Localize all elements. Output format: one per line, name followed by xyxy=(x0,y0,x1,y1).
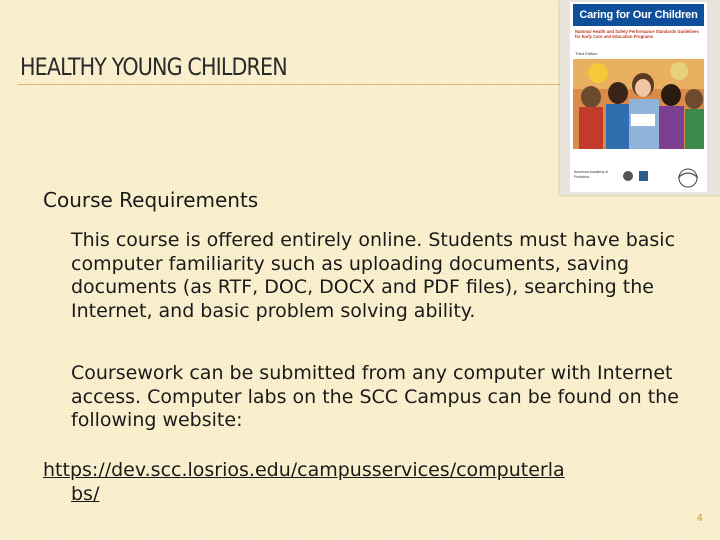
book-cover-title: Caring for Our Children xyxy=(573,4,704,26)
title-underline-rule xyxy=(18,84,563,85)
paragraph-coursework: Coursework can be submitted from any computer with Internet access. Computer labs on the SCC Campus can be found on the following website: xyxy=(71,362,679,431)
paragraph-requirements: This course is offered entirely online. Students must have basic computer familiarity such as uploading documents, saving documents (as RTF, DOC, DOCX and PDF files), searching the Internet, and basic problem solving ability. xyxy=(71,229,676,322)
book-cover-subtitle: National Health and Safety Performance Standards Guidelines for Early Care and Education Programs xyxy=(575,29,699,40)
book-cover-photo xyxy=(573,59,704,149)
book-cover-edition: Third Edition xyxy=(575,51,598,56)
book-cover-page xyxy=(570,2,707,192)
link-text-line2[interactable]: bs/ xyxy=(71,482,100,505)
book-cover-publisher: American Academy of Pediatrics xyxy=(574,170,609,179)
page-number: 4 xyxy=(696,513,703,524)
book-cover-image xyxy=(560,0,720,195)
section-heading: Course Requirements xyxy=(43,188,259,212)
slide-title: HEALTHY YOUNG CHILDREN xyxy=(20,53,287,81)
computer-labs-link[interactable] xyxy=(43,459,698,506)
link-text-line1[interactable]: https://dev.scc.losrios.edu/campusservices/computerla xyxy=(43,459,565,481)
